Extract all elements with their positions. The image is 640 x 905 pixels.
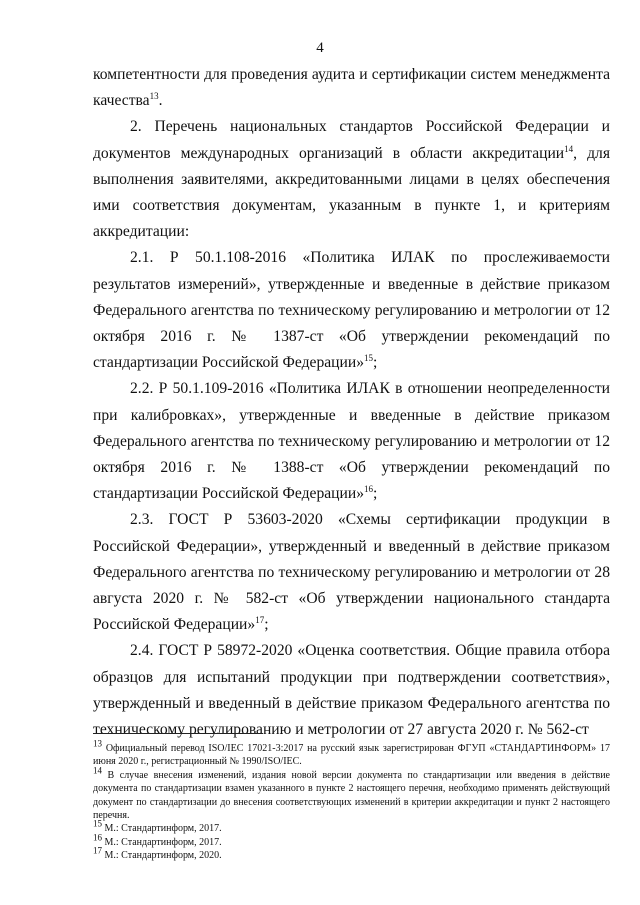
footnote-separator [93,733,263,734]
footnote-ref: 14 [564,143,574,154]
footnote-ref: 17 [255,615,265,626]
footnote-ref: 16 [364,484,374,495]
footnote-text: М.: Стандартинформ, 2020. [102,850,222,862]
footnote-number: 15 [93,819,102,830]
footnote-ref: 15 [364,353,374,364]
paragraph-item-2 [93,114,610,245]
paragraph-tail: ; [373,485,378,503]
footnote-text: М.: Стандартинформ, 2017. [102,836,222,848]
paragraph-text: 2.1. Р 50.1.108-2016 «Политика ИЛАК по прослеживаемости результатов измерений», утвержденные и введенные в действие приказом Федерального агентства по техническому регулированию и метрологии от 12 октября 2016 г. № 1387-ст «Об утверждении рекомендаций по стандартизации Российской Федерации» [93,249,610,372]
paragraph-text: 2.4. ГОСТ Р 58972-2020 «Оценка соответствия. Общие правила отбора образцов для испытаний продукции при подтверждении соответствия», утвержденный и введенный в действие приказом Федерального агентства по техническому регулированию и метрологии от 27 августа 2020 г. № 562-ст [93,642,610,739]
paragraph-tail: . [158,92,163,110]
paragraph-text: 2.3. ГОСТ Р 53603-2020 «Схемы сертификации продукции в Российской Федерации», утвержденный и введенный в действие приказом Федерального агентства по техническому регулированию и метрологии от 28 августа 2020 г. № 582-ст «Об утверждении национального стандарта Российской Федерации» [93,511,610,634]
paragraph-tail: ; [264,616,269,634]
footnote-text: В случае внесения изменений, издания новой версии документа по стандартизации или введения в действие документа по стандартизации взамен указанного в пункте 2 настоящего перечня, необходимо применять действующий документ по стандартизации до внесения соответствующих изменений в критерии аккредитации и пункт 2 настоящего перечня. [93,769,610,822]
footnote-ref: 13 [149,91,159,102]
page-number: 4 [316,40,324,56]
footnote-number: 17 [93,845,102,856]
paragraph-text: 2. Перечень национальных стандартов Российской Федерации и документов международных организаций в области аккредитации [93,118,610,162]
footnote-number: 13 [93,738,102,749]
paragraph-item-2-4 [93,638,610,743]
footnote-15 [93,819,610,835]
document-body [93,62,610,743]
paragraph-text: 2.2. Р 50.1.109-2016 «Политика ИЛАК в отношении неопределенности при калибровках», утвержденные и введенные в действие приказом Федерального агентства по техническому регулированию и метрологии от 12 октября 2016 г. № 1388-ст «Об утверждении рекомендаций по стандартизации Российской Федерации» [93,380,610,503]
paragraph-item-2-3 [93,507,610,638]
footnote-number: 16 [93,832,102,843]
footnote-13 [93,738,610,769]
paragraph-tail: ; [373,354,378,372]
footnote-16 [93,832,610,849]
footnotes [93,738,610,863]
footnote-text: Официальный перевод ISO/IEC 17021-3:2017 на русский язык зарегистрирован ФГУП «СТАНДАРТИНФОРМ» 17 июня 2020 г., регистрационный № 1990/ISO/IEC. [93,743,610,768]
paragraph-item-2-1 [93,245,610,376]
footnote-number: 14 [93,765,102,776]
footnote-17 [93,845,610,862]
paragraph-item-2-2 [93,376,610,507]
footnote-14 [93,765,610,823]
paragraph-text: компетентности для проведения аудита и сертификации систем менеджмента качества [93,66,610,110]
footnote-text: М.: Стандартинформ, 2017. [102,823,222,835]
paragraph-item-1-continuation [93,62,610,114]
paragraph-tail: , для выполнения заявителями, аккредитованными лицами в целях обеспечения ими соответствия документам, указанным в пункте 1, и критериям аккредитации: [93,144,610,241]
